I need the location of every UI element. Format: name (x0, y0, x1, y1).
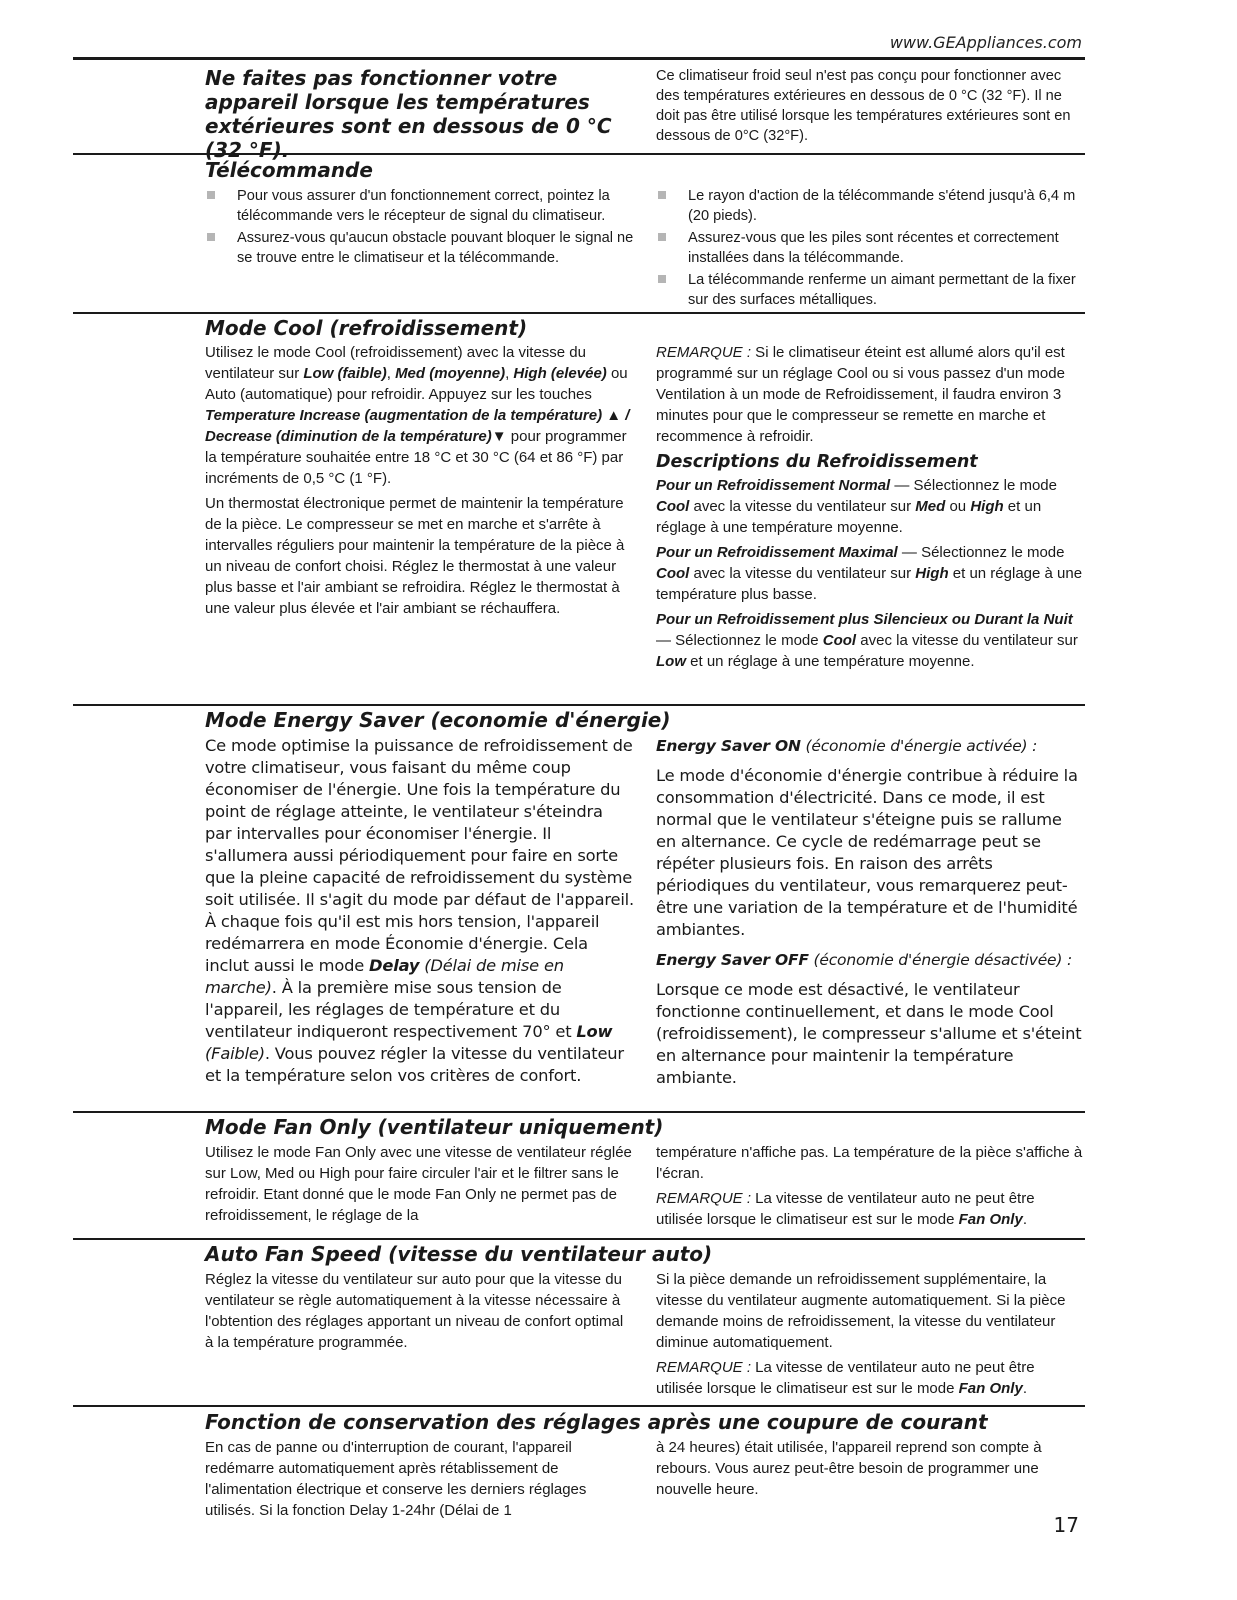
auto-title: Auto Fan Speed (vitesse du ventilateur auto) (205, 1242, 713, 1266)
top-rule (73, 57, 1085, 60)
fan-right-text: température n'affiche pas. La température de la pièce s'affiche à l'écran. (656, 1144, 1083, 1182)
fan-section (205, 1115, 1085, 1234)
auto-right-text: Si la pièce demande un refroidissement supplémentaire, la vitesse du ventilateur augmente automatiquement. Si la pièce demande moins de refroidissement, la vitesse du ventilateur diminue automatiquement. (656, 1271, 1066, 1351)
power-title: Fonction de conservation des réglages après une coupure de courant (205, 1410, 988, 1434)
warning-section (205, 66, 1085, 162)
cool-paragraph-1: Utilisez le mode Cool (refroidissement) avec la vitesse du ventilateur sur Low (faible), Med (moyenne), High (elevée) ou Auto (automatique) pour refroidir. Appuyez sur les touches Temperature Increase (augmentation de la température) ▲ / Decrease (diminution de la température)▼ pour programmer la température souhaitée entre 18 °C et 30 °C (64 et 86 °F) par incréments de 0,5 °C (1 °F). (205, 344, 630, 487)
energy-off-text: Lorsque ce mode est désactivé, le ventilateur fonctionne continuellement, et dans le mode Cool (refroidissement), le compresseur s'allume et s'éteint en alternance pour maintenir la température ambiante. (656, 980, 1082, 1087)
energy-off-label: Energy Saver OFF (économie d'énergie désactivée) : (656, 951, 1072, 969)
warning-text: Ce climatiseur froid seul n'est pas conçu pour fonctionner avec des températures extérieures en dessous de 0 °C (32 °F). Il ne doit pas être utilisé lorsque les températures extérieures sont en dessous de 0°C (32°F). (656, 68, 1071, 144)
cool-section (205, 316, 1085, 676)
list-item: Assurez-vous que les piles sont récentes et correctement installées dans la télécommande. (656, 228, 1085, 268)
list-item: Le rayon d'action de la télécommande s'étend jusqu'à 6,4 m (20 pieds). (656, 186, 1085, 226)
rule-power (73, 1405, 1085, 1407)
warning-bold-text: Ne faites pas fonctionner votre appareil lorsque les températures extérieures sont en dessous de 0 °C (32 °F). (205, 66, 612, 162)
power-section (205, 1410, 1085, 1525)
energy-title: Mode Energy Saver (economie d'énergie) (205, 708, 671, 732)
page-number: 17 (1053, 1513, 1079, 1537)
remote-section (205, 158, 1085, 312)
rule-cool (73, 312, 1085, 314)
cool-paragraph-2: Un thermostat électronique permet de maintenir la température de la pièce. Le compresseur se met en marche et s'arrête à intervalles réguliers pour maintenir la température de la pièce à un niveau de confort choisi. Réglez le thermostat à une valeur plus basse et l'air ambiant se refroidira. Réglez le thermostat à une valeur plus élevée et l'air ambiant se réchauffera. (205, 495, 625, 617)
auto-section (205, 1242, 1085, 1403)
auto-left-text: Réglez la vitesse du ventilateur sur auto pour que la vitesse du ventilateur se règle automatiquement à la vitesse nécessaire à l'obtention des réglages apportant un niveau de confort optimal à la température programmée. (205, 1271, 624, 1351)
energy-section (205, 708, 1085, 1093)
auto-note: REMARQUE : La vitesse de ventilateur auto ne peut être utilisée lorsque le climatiseur est sur le mode Fan Only. (656, 1359, 1035, 1397)
cool-desc-title: Descriptions du Refroidissement (656, 452, 978, 472)
energy-paragraph: Ce mode optimise la puissance de refroidissement de votre climatiseur, vous faisant du même coup économiser de l'énergie. Une fois la température du point de réglage atteinte, le ventilateur s'éteindra par intervalles pour économiser l'énergie. Il s'allumera aussi périodiquement pour faire en sorte que la pleine capacité de refroidissement du système soit utilisée. Il s'agit du mode par défaut de l'appareil. À chaque fois qu'il est mis hors tension, l'appareil redémarrera en mode Économie d'énergie. Cela inclut aussi le mode Delay (Délai de mise en marche). À la première mise sous tension de l'appareil, les réglages de température et du ventilateur indiqueront respectivement 70° et Low (Faible). Vous pouvez régler la vitesse du ventilateur et la température selon vos critères de confort. (205, 736, 634, 1085)
rule-remote (73, 153, 1085, 155)
list-item: Assurez-vous qu'aucun obstacle pouvant bloquer le signal ne se trouve entre le climatiseur et la télécommande. (205, 228, 634, 268)
fan-title: Mode Fan Only (ventilateur uniquement) (205, 1115, 664, 1139)
remote-left-list (205, 186, 634, 268)
power-left-text: En cas de panne ou d'interruption de courant, l'appareil redémarre automatiquement après rétablissement de l'alimentation électrique et conserve les derniers réglages utilisés. Si la fonction Delay 1-24hr (Délai de 1 (205, 1439, 587, 1519)
rule-energy (73, 704, 1085, 706)
energy-on-text: Le mode d'économie d'énergie contribue à réduire la consommation d'électricité. Dans ce mode, il est normal que le ventilateur s'éteigne puis se rallume en alternance. Ce cycle de redémarrage peut se répéter plusieurs fois. En raison des arrêts périodiques du ventilateur, vous remarquerez peut-être une variation de la température et de l'humidité ambiantes. (656, 766, 1078, 939)
cool-quiet: Pour un Refroidissement plus Silencieux ou Durant la Nuit — Sélectionnez le mode Cool avec la vitesse du ventilateur sur Low et un réglage à une température moyenne. (656, 611, 1078, 670)
remote-right-list (656, 186, 1085, 310)
fan-left-text: Utilisez le mode Fan Only avec une vitesse de ventilateur réglée sur Low, Med ou High pour faire circuler l'air et le filtrer sans le refroidir. Etant donné que le mode Fan Only ne permet pas de refroidissement, le réglage de la (205, 1144, 632, 1224)
rule-fan (73, 1111, 1085, 1113)
cool-normal: Pour un Refroidissement Normal — Sélectionnez le mode Cool avec la vitesse du ventilateur sur Med ou High et un réglage à une température moyenne. (656, 477, 1057, 536)
cool-note: REMARQUE : Si le climatiseur éteint est allumé alors qu'il est programmé sur un réglage Cool ou si vous passez d'un mode Ventilation à un mode de Refroidissement, il faudra environ 3 minutes pour que le compresseur se remette en marche et recommence à refroidir. (656, 344, 1065, 445)
list-item: Pour vous assurer d'un fonctionnement correct, pointez la télécommande vers le récepteur de signal du climatiseur. (205, 186, 634, 226)
list-item: La télécommande renferme un aimant permettant de la fixer sur des surfaces métalliques. (656, 270, 1085, 310)
website-url: www.GEAppliances.com (889, 33, 1082, 52)
energy-on-label: Energy Saver ON (économie d'énergie activée) : (656, 737, 1038, 755)
power-right-text: à 24 heures) était utilisée, l'appareil reprend son compte à rebours. Vous aurez peut-être besoin de programmer une nouvelle heure. (656, 1439, 1042, 1498)
fan-note: REMARQUE : La vitesse de ventilateur auto ne peut être utilisée lorsque le climatiseur est sur le mode Fan Only. (656, 1190, 1035, 1228)
cool-max: Pour un Refroidissement Maximal — Sélectionnez le mode Cool avec la vitesse du ventilateur sur High et un réglage à une température plus basse. (656, 544, 1083, 603)
rule-auto (73, 1238, 1085, 1240)
cool-title: Mode Cool (refroidissement) (205, 316, 528, 340)
remote-title: Télécommande (205, 158, 373, 182)
